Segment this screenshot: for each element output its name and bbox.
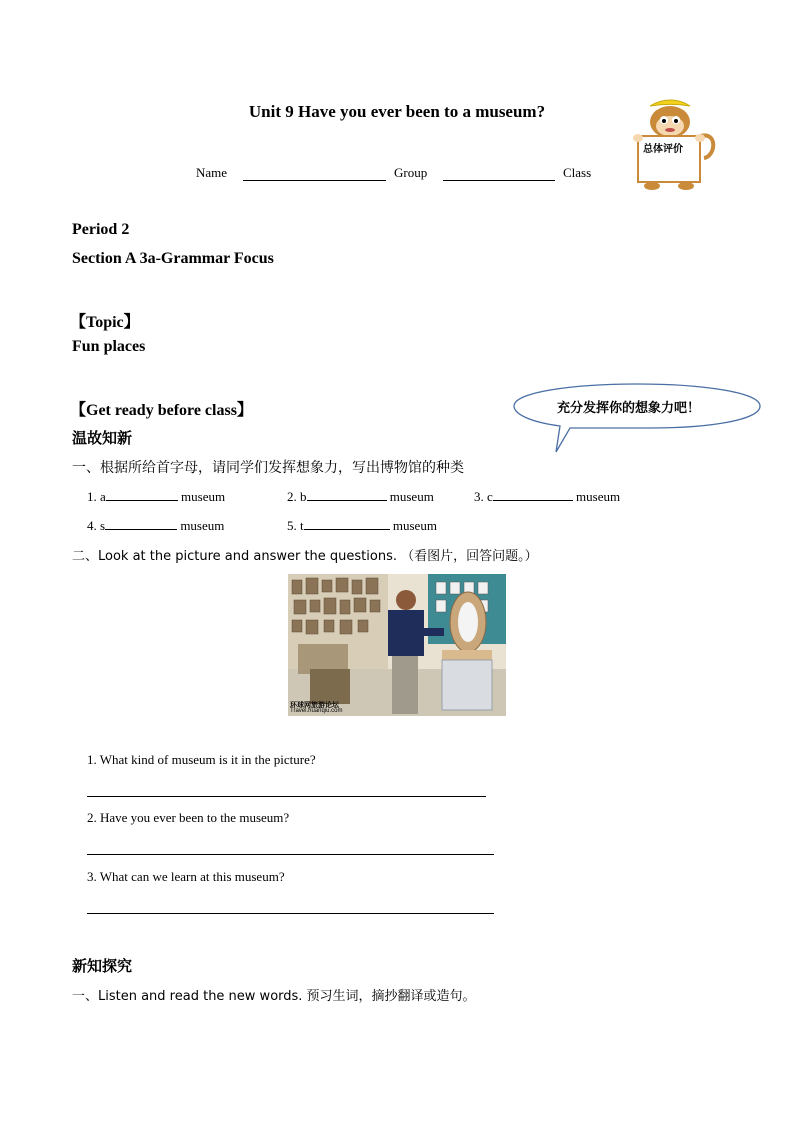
topic-heading: 【Topic】: [70, 314, 140, 331]
name-label: Name: [196, 165, 228, 180]
photo-watermark-url: Travel.huanqiu.com: [290, 708, 343, 714]
fill-item-1: [87, 488, 225, 505]
fill-item-1-prefix: 1. a: [87, 489, 106, 504]
photo-watermark: 环球网旅游论坛: [290, 701, 339, 709]
new-task1: 一、Listen and read the new words. 预习生词，摘抄翻译或造句。: [72, 989, 476, 1004]
speech-bubble: [510, 380, 765, 458]
answer-line-1[interactable]: [87, 796, 486, 797]
fill-item-3-suffix: museum: [576, 489, 621, 504]
bubble-text: 充分发挥你的想象力吧！: [557, 401, 701, 416]
task2-instruction: 二、Look at the picture and answer the questions. （看图片，回答问题。）: [72, 549, 538, 564]
fill-item-5-blank[interactable]: [304, 517, 390, 530]
period-label: Period 2: [72, 221, 130, 238]
fill-item-2: [287, 488, 434, 505]
fill-item-4-blank[interactable]: [105, 517, 177, 530]
page-title: Unit 9 Have you ever been to a museum?: [248, 102, 546, 121]
get-ready-heading: 【Get ready before class】: [70, 402, 253, 419]
fill-item-5-suffix: museum: [392, 518, 437, 533]
fill-item-5-prefix: 5. t: [287, 518, 304, 533]
fill-item-3-blank[interactable]: [493, 488, 573, 501]
name-blank[interactable]: [243, 180, 386, 181]
fill-item-3: [474, 488, 620, 505]
review-heading: 温故知新: [72, 429, 133, 447]
fill-item-2-blank[interactable]: [307, 488, 387, 501]
group-label: Group: [394, 165, 428, 180]
fill-item-5: [287, 517, 437, 534]
answer-line-3[interactable]: [87, 913, 494, 914]
fill-item-1-blank[interactable]: [106, 488, 178, 501]
group-blank[interactable]: [443, 180, 555, 181]
museum-photo: [288, 574, 506, 716]
badge-text: 总体评价: [643, 144, 683, 155]
fill-item-3-prefix: 3. c: [474, 489, 493, 504]
new-heading: 新知探究: [72, 957, 133, 975]
class-label: Class: [563, 165, 592, 180]
fill-item-2-prefix: 2. b: [287, 489, 307, 504]
question-3: 3. What can we learn at this museum?: [87, 869, 285, 884]
topic-value: Fun places: [72, 338, 146, 355]
fill-item-1-suffix: museum: [181, 489, 226, 504]
question-2: 2. Have you ever been to the museum?: [87, 810, 290, 825]
fill-item-4-suffix: museum: [180, 518, 225, 533]
fill-item-4-prefix: 4. s: [87, 518, 106, 533]
fill-item-2-suffix: museum: [389, 489, 434, 504]
fill-item-4: [87, 517, 224, 534]
question-1: 1. What kind of museum is it in the picture?: [87, 752, 316, 767]
answer-line-2[interactable]: [87, 854, 494, 855]
section-label: Section A 3a-Grammar Focus: [72, 250, 274, 267]
task1-instruction: 一、根据所给首字母，请同学们发挥想象力，写出博物馆的种类: [72, 460, 464, 476]
